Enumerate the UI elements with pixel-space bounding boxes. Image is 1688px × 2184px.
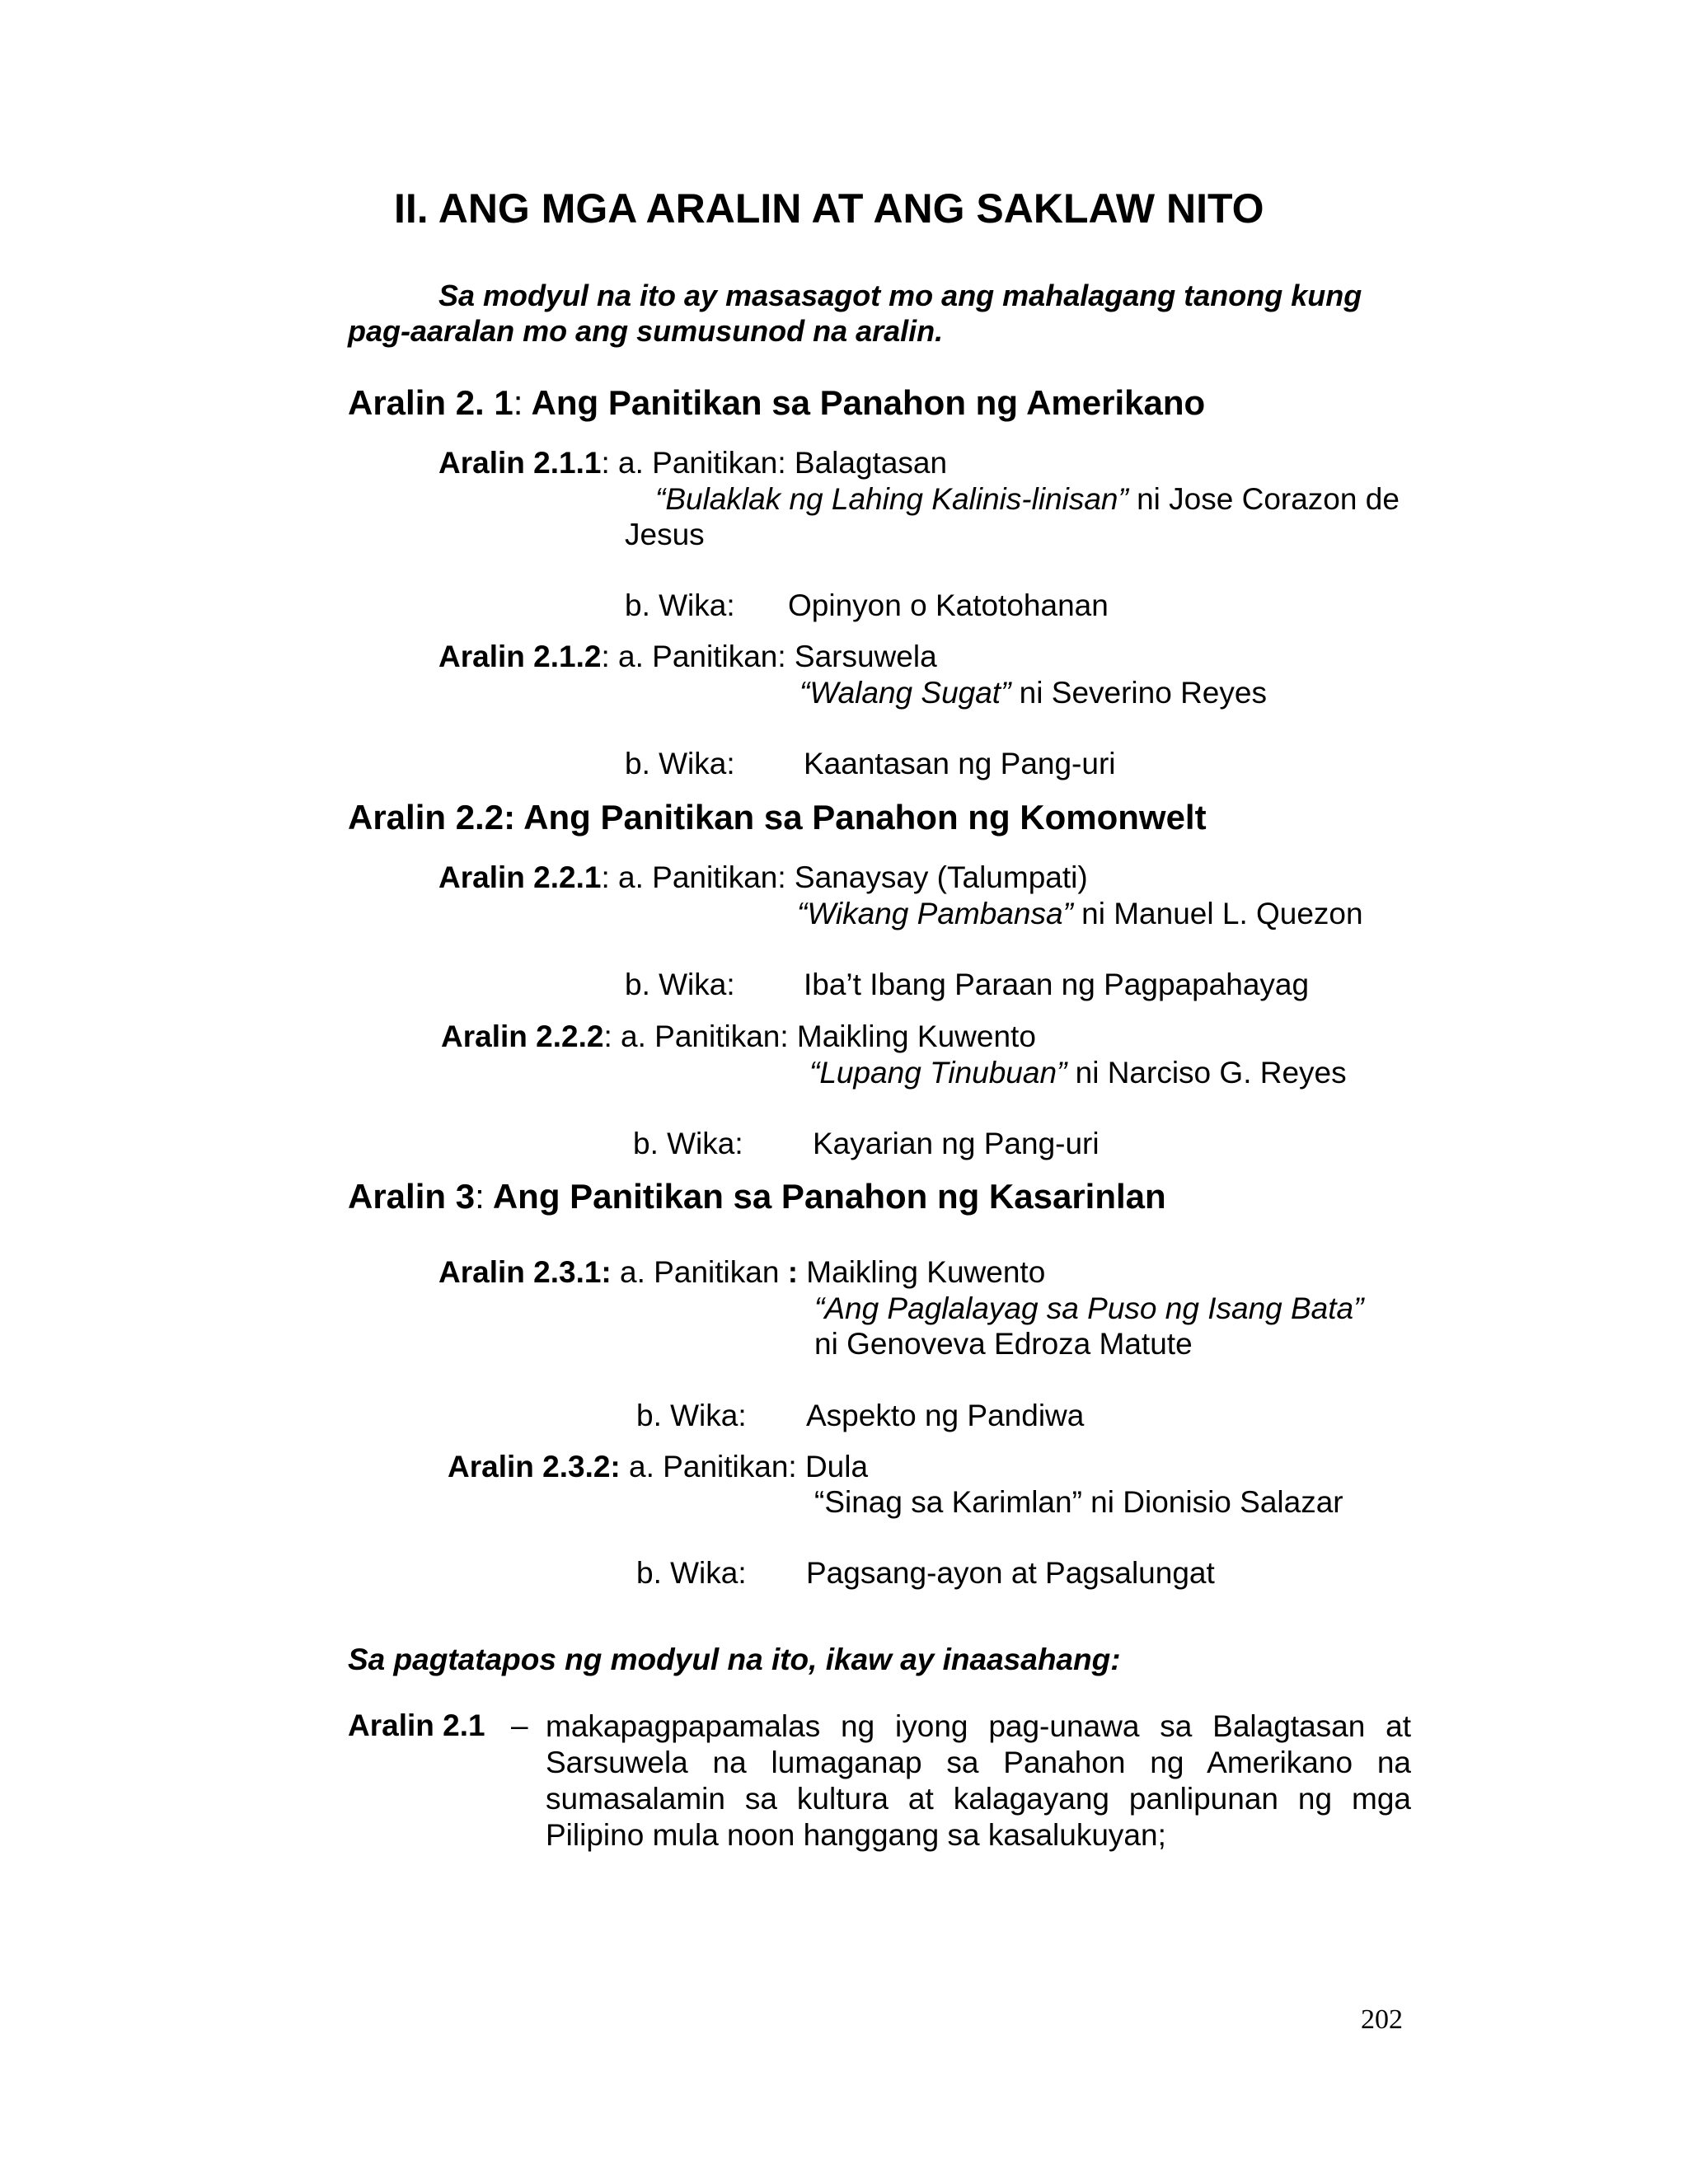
lesson-2-3-1-wika-label: b. Wika: xyxy=(636,1399,747,1432)
panitikan-label: a. Panitikan: Sanaysay (Talumpati) xyxy=(618,860,1088,894)
work-author: ni Narciso G. Reyes xyxy=(1067,1056,1347,1090)
lesson-2-1-1-work xyxy=(655,482,1400,517)
panitikan-label: a. Panitikan: Dula xyxy=(629,1450,869,1483)
panitikan-label: a. Panitikan: Balagtasan xyxy=(618,446,948,480)
lesson-2-1-1-work-cont: Jesus xyxy=(625,518,705,551)
section-heading-2-1 xyxy=(348,383,1205,423)
lesson-code: Aralin 2.2.1 xyxy=(438,860,602,894)
lesson-sep: : xyxy=(601,446,618,480)
work-title: “Bulaklak ng Lahing Kalinis-linisan” xyxy=(655,482,1128,516)
lesson-sep xyxy=(621,1450,629,1483)
work-author: ni Manuel L. Quezon xyxy=(1072,897,1363,930)
panitikan-type: Maikling Kuwento xyxy=(798,1255,1046,1289)
panitikan-colon: : xyxy=(787,1255,799,1289)
goals-heading: Sa pagtatapos ng modyul na ito, ikaw ay inaasahang: xyxy=(348,1643,1121,1676)
lesson-2-2-2-work xyxy=(809,1056,1347,1090)
section-heading-title: Ang Panitikan sa Panahon ng Amerikano xyxy=(523,383,1206,422)
lesson-2-2-1-panitikan xyxy=(438,860,1088,895)
panitikan-label: a. Panitikan xyxy=(620,1255,788,1289)
work-title: “Wikang Pambansa” xyxy=(797,897,1073,930)
lesson-2-3-2-work: “Sinag sa Karimlan” ni Dionisio Salazar xyxy=(814,1485,1343,1519)
page-number: 202 xyxy=(1361,2004,1403,2035)
lesson-2-1-2-panitikan xyxy=(438,640,937,674)
lesson-2-2-2-panitikan xyxy=(441,1019,1036,1054)
panitikan-label: a. Panitikan: Sarsuwela xyxy=(618,640,937,673)
lesson-sep: : xyxy=(601,640,618,673)
section-heading-3 xyxy=(348,1177,1166,1216)
intro-line-2: pag-aaralan mo ang sumusunod na aralin. xyxy=(348,314,944,348)
lesson-2-2-1-wika-label: b. Wika: xyxy=(625,968,735,1001)
lesson-code: Aralin 2.2.2 xyxy=(441,1019,604,1053)
lesson-sep xyxy=(612,1255,620,1289)
goal-code: Aralin 2.1 xyxy=(348,1708,485,1742)
lesson-2-1-2-work xyxy=(799,676,1267,710)
lesson-2-3-1-work-title: “Ang Paglalayag sa Puso ng Isang Bata” xyxy=(814,1291,1364,1325)
section-heading-code: Aralin 2. 1 xyxy=(348,383,513,422)
lesson-code: Aralin 2.1.1 xyxy=(438,446,602,480)
lesson-2-1-1-panitikan xyxy=(438,446,947,480)
section-heading-2-2: Aralin 2.2: Ang Panitikan sa Panahon ng Komonwelt xyxy=(348,798,1207,837)
page-title: II. ANG MGA ARALIN AT ANG SAKLAW NITO xyxy=(394,185,1264,232)
lesson-code: Aralin 2.1.2 xyxy=(438,640,602,673)
goal-dash: – xyxy=(511,1708,528,1742)
lesson-2-3-2-panitikan xyxy=(448,1450,868,1484)
section-heading-code: Aralin 3 xyxy=(348,1177,476,1216)
lesson-2-2-1-wika-value: Iba’t Ibang Paraan ng Pagpapahayag xyxy=(804,968,1310,1001)
lesson-2-2-2-wika-value: Kayarian ng Pang-uri xyxy=(813,1127,1100,1160)
goal-text: makapagpapamalas ng iyong pag-unawa sa Balagtasan at Sarsuwela na lumaganap sa Panahon ng Amerikano na sumasalamin sa kultura at kalagayang panlipunan ng mga Pilipino mula noon hanggang sa kasalukuyan; xyxy=(546,1709,1411,1852)
lesson-sep: : xyxy=(603,1019,621,1053)
work-author: ni Jose Corazon de xyxy=(1128,482,1400,516)
lesson-2-1-1-wika-value: Opinyon o Katotohanan xyxy=(788,588,1109,622)
lesson-2-2-1-work xyxy=(797,897,1363,931)
lesson-code: Aralin 2.3.1: xyxy=(438,1255,612,1289)
lesson-2-3-2-wika-value: Pagsang-ayon at Pagsalungat xyxy=(806,1556,1215,1590)
lesson-2-3-1-work-author: ni Genoveva Edroza Matute xyxy=(814,1327,1193,1361)
lesson-2-1-2-wika-label: b. Wika: xyxy=(625,747,735,780)
lesson-2-2-2-wika-label: b. Wika: xyxy=(633,1127,743,1160)
lesson-2-3-1-wika-value: Aspekto ng Pandiwa xyxy=(806,1399,1085,1432)
intro-line-1: Sa modyul na ito ay masasagot mo ang mahalagang tanong kung xyxy=(438,279,1362,312)
panitikan-label: a. Panitikan: Maikling Kuwento xyxy=(621,1019,1036,1053)
work-title: “Walang Sugat” xyxy=(799,676,1011,710)
section-heading-colon: : xyxy=(475,1177,485,1216)
work-title: “Lupang Tinubuan” xyxy=(809,1056,1067,1090)
lesson-2-1-2-wika-value: Kaantasan ng Pang-uri xyxy=(804,747,1116,780)
section-heading-title: Ang Panitikan sa Panahon ng Kasarinlan xyxy=(484,1177,1166,1216)
lesson-2-3-2-wika-label: b. Wika: xyxy=(636,1556,747,1590)
lesson-code: Aralin 2.3.2: xyxy=(448,1450,621,1483)
section-heading-colon: : xyxy=(513,383,523,422)
lesson-sep: : xyxy=(601,860,618,894)
lesson-2-1-1-wika-label: b. Wika: xyxy=(625,588,735,622)
work-author: ni Severino Reyes xyxy=(1010,676,1267,710)
lesson-2-3-1-panitikan xyxy=(438,1255,1045,1290)
